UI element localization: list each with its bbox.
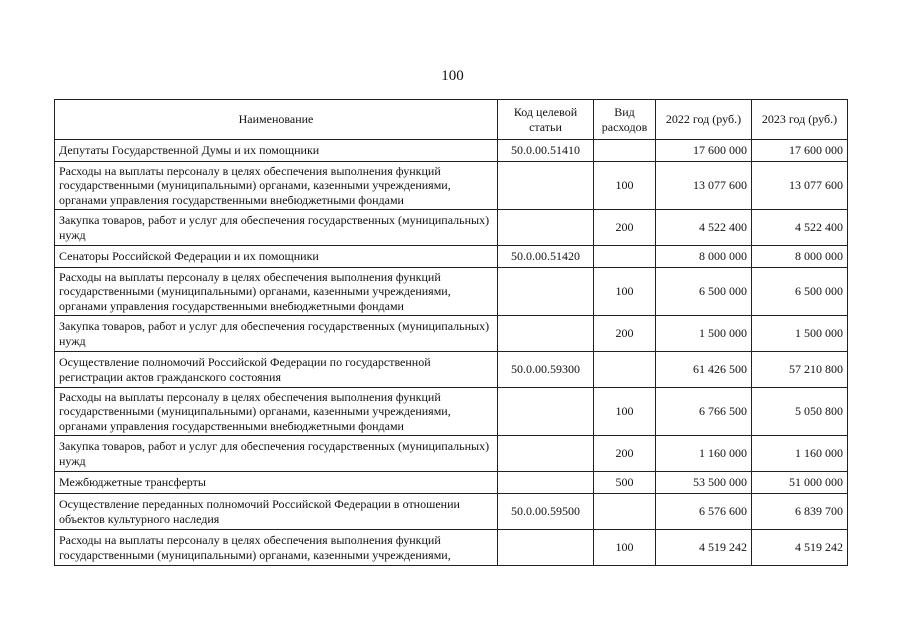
row-2022: 6 766 500 bbox=[656, 388, 752, 436]
row-vid: 100 bbox=[594, 530, 656, 566]
row-code bbox=[498, 472, 594, 494]
table-row bbox=[55, 494, 848, 530]
row-2022: 17 600 000 bbox=[656, 140, 752, 162]
row-2023: 1 160 000 bbox=[752, 436, 848, 472]
row-vid: 100 bbox=[594, 268, 656, 316]
row-code bbox=[498, 436, 594, 472]
table-row bbox=[55, 246, 848, 268]
row-name: Депутаты Государственной Думы и их помощники bbox=[55, 140, 498, 162]
table-row bbox=[55, 162, 848, 210]
row-code bbox=[498, 210, 594, 246]
row-name: Закупка товаров, работ и услуг для обеспечения государственных (муниципальных) нужд bbox=[55, 436, 498, 472]
row-code bbox=[498, 388, 594, 436]
table-row bbox=[55, 316, 848, 352]
row-2022: 1 500 000 bbox=[656, 316, 752, 352]
table-row bbox=[55, 436, 848, 472]
table-row bbox=[55, 388, 848, 436]
row-vid bbox=[594, 494, 656, 530]
row-name: Расходы на выплаты персоналу в целях обеспечения выполнения функций государственными (муниципальными) органами, казенными учреждениями, bbox=[55, 530, 498, 566]
table-row bbox=[55, 140, 848, 162]
row-2023: 4 519 242 bbox=[752, 530, 848, 566]
table-header-row bbox=[55, 100, 848, 140]
row-vid: 500 bbox=[594, 472, 656, 494]
row-name: Расходы на выплаты персоналу в целях обеспечения выполнения функций государственными (муниципальными) органами, казенными учреждениями, органами управления государственными внебюджетными фондами bbox=[55, 268, 498, 316]
row-2023: 1 500 000 bbox=[752, 316, 848, 352]
row-code: 50.0.00.51420 bbox=[498, 246, 594, 268]
row-2022: 6 576 600 bbox=[656, 494, 752, 530]
row-code bbox=[498, 530, 594, 566]
row-name: Закупка товаров, работ и услуг для обеспечения государственных (муниципальных) нужд bbox=[55, 316, 498, 352]
row-vid: 100 bbox=[594, 162, 656, 210]
row-name: Осуществление полномочий Российской Федерации по государственной регистрации актов гражданского состояния bbox=[55, 352, 498, 388]
row-2023: 13 077 600 bbox=[752, 162, 848, 210]
row-name: Сенаторы Российской Федерации и их помощники bbox=[55, 246, 498, 268]
row-2022: 13 077 600 bbox=[656, 162, 752, 210]
row-2022: 6 500 000 bbox=[656, 268, 752, 316]
row-vid bbox=[594, 246, 656, 268]
header-2022: 2022 год (руб.) bbox=[656, 100, 752, 140]
row-vid: 200 bbox=[594, 316, 656, 352]
row-2022: 1 160 000 bbox=[656, 436, 752, 472]
row-vid bbox=[594, 140, 656, 162]
row-code: 50.0.00.59500 bbox=[498, 494, 594, 530]
row-2023: 57 210 800 bbox=[752, 352, 848, 388]
header-name: Наименование bbox=[55, 100, 498, 140]
row-vid: 200 bbox=[594, 210, 656, 246]
budget-table bbox=[54, 99, 848, 566]
row-code bbox=[498, 268, 594, 316]
row-2022: 53 500 000 bbox=[656, 472, 752, 494]
row-code bbox=[498, 162, 594, 210]
row-code: 50.0.00.51410 bbox=[498, 140, 594, 162]
row-code: 50.0.00.59300 bbox=[498, 352, 594, 388]
table-row bbox=[55, 352, 848, 388]
row-name: Закупка товаров, работ и услуг для обеспечения государственных (муниципальных) нужд bbox=[55, 210, 498, 246]
row-name: Осуществление переданных полномочий Российской Федерации в отношении объектов культурного наследия bbox=[55, 494, 498, 530]
table-row bbox=[55, 268, 848, 316]
row-name: Расходы на выплаты персоналу в целях обеспечения выполнения функций государственными (муниципальными) органами, казенными учреждениями, органами управления государственными внебюджетными фондами bbox=[55, 388, 498, 436]
row-2023: 51 000 000 bbox=[752, 472, 848, 494]
row-2022: 8 000 000 bbox=[656, 246, 752, 268]
table-row bbox=[55, 472, 848, 494]
row-vid bbox=[594, 352, 656, 388]
row-2023: 6 839 700 bbox=[752, 494, 848, 530]
row-2022: 4 519 242 bbox=[656, 530, 752, 566]
row-2023: 8 000 000 bbox=[752, 246, 848, 268]
row-2023: 17 600 000 bbox=[752, 140, 848, 162]
row-2022: 61 426 500 bbox=[656, 352, 752, 388]
table-row bbox=[55, 210, 848, 246]
row-vid: 100 bbox=[594, 388, 656, 436]
header-2023: 2023 год (руб.) bbox=[752, 100, 848, 140]
row-2023: 5 050 800 bbox=[752, 388, 848, 436]
row-code bbox=[498, 316, 594, 352]
row-name: Расходы на выплаты персоналу в целях обеспечения выполнения функций государственными (муниципальными) органами, казенными учреждениями, органами управления государственными внебюджетными фондами bbox=[55, 162, 498, 210]
row-2023: 4 522 400 bbox=[752, 210, 848, 246]
row-2022: 4 522 400 bbox=[656, 210, 752, 246]
page-number: 100 bbox=[441, 68, 464, 84]
table-row bbox=[55, 530, 848, 566]
header-code: Код целевой статьи bbox=[498, 100, 594, 140]
row-name: Межбюджетные трансферты bbox=[55, 472, 498, 494]
row-vid: 200 bbox=[594, 436, 656, 472]
row-2023: 6 500 000 bbox=[752, 268, 848, 316]
header-vid: Вид расходов bbox=[594, 100, 656, 140]
